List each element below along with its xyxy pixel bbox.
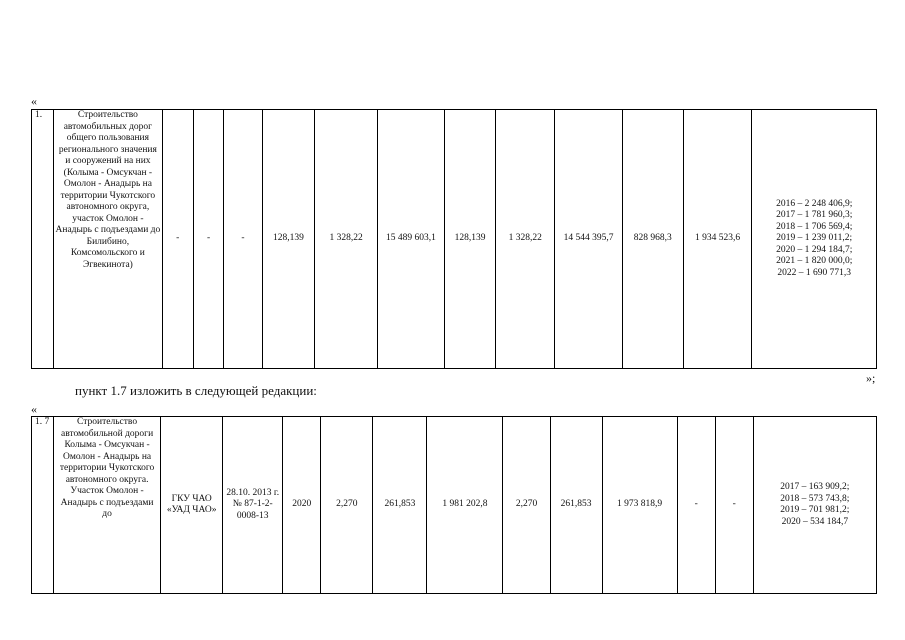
table-row — [32, 110, 877, 369]
cell-cost-2: 14 544 395,7 — [555, 110, 623, 369]
cell-cost: 15 489 603,1 — [378, 110, 445, 369]
year-line: 2016 – 2 248 406,9; — [776, 198, 853, 209]
cell-value-2: - — [715, 417, 753, 594]
year-line: 2020 – 1 294 184,7; — [776, 244, 853, 255]
cell-customer: ГКУ ЧАО «УАД ЧАО» — [161, 417, 223, 594]
cell-length-km: 128,139 — [262, 110, 315, 369]
table-2 — [31, 416, 877, 594]
year-line: 2018 – 1 706 569,4; — [776, 221, 853, 232]
object-name: Строительство автомобильной дороги Колыма - Омсукчан - Омолон - Анадырь на территории Чукотского автономного округа. Участок Омолон - Анадырь с подъездами до — [54, 417, 161, 594]
cell-area: 261,853 — [373, 417, 427, 594]
year-line: 2017 – 1 781 960,3; — [776, 210, 853, 221]
closing-quote-1: »; — [866, 371, 876, 385]
section-heading: пункт 1.7 изложить в следующей редакции: — [75, 383, 317, 398]
cell-area: 1 328,22 — [315, 110, 378, 369]
opening-quote-1: « — [31, 94, 37, 108]
cell-approval: - — [193, 110, 223, 369]
cell-approval: 28.10. 2013 г. № 87-1-2-0008-13 — [223, 417, 283, 594]
year-line: 2021 – 1 820 000,0; — [776, 256, 853, 267]
year-line: 2017 – 163 909,2; — [780, 482, 850, 492]
object-name: Строительство автомобильных дорог общего пользования регионального значения и сооружений на них (Колыма - Омсукчан - Омолон - Анадырь на территории Чукотского автономного округа, участок Омолон - Анадырь с подъездами до Билибино, Комсомольского и Эгвекинота) — [54, 110, 162, 369]
cell-cost-2: 1 973 818,9 — [602, 417, 677, 594]
cell-value-1: - — [677, 417, 715, 594]
year-line: 2018 – 573 743,8; — [780, 493, 850, 504]
opening-quote-2: « — [31, 402, 37, 416]
cell-value-1: 828 968,3 — [622, 110, 683, 369]
row-number: 1. — [32, 110, 54, 369]
cell-customer: - — [162, 110, 193, 369]
cell-year: - — [224, 110, 262, 369]
cell-length-km-2: 128,139 — [444, 110, 496, 369]
year-line: 2019 – 1 239 011,2; — [776, 233, 853, 244]
funding-by-year — [752, 110, 877, 369]
cell-value-2: 1 934 523,6 — [683, 110, 752, 369]
table-1 — [31, 109, 877, 369]
cell-cost: 1 981 202,8 — [427, 417, 503, 594]
cell-year: 2020 — [283, 417, 321, 594]
funding-by-year — [753, 417, 876, 594]
cell-length-km-2: 2,270 — [503, 417, 550, 594]
year-line: 2019 – 701 981,2; — [780, 505, 850, 515]
cell-length-km: 2,270 — [321, 417, 373, 594]
year-line: 2020 – 534 184,7 — [781, 516, 849, 527]
table-row — [32, 417, 877, 594]
year-line: 2022 – 1 690 771,3 — [777, 267, 852, 278]
cell-area-2: 1 328,22 — [496, 110, 555, 369]
row-number: 1. 7 — [32, 417, 54, 594]
cell-area-2: 261,853 — [550, 417, 602, 594]
